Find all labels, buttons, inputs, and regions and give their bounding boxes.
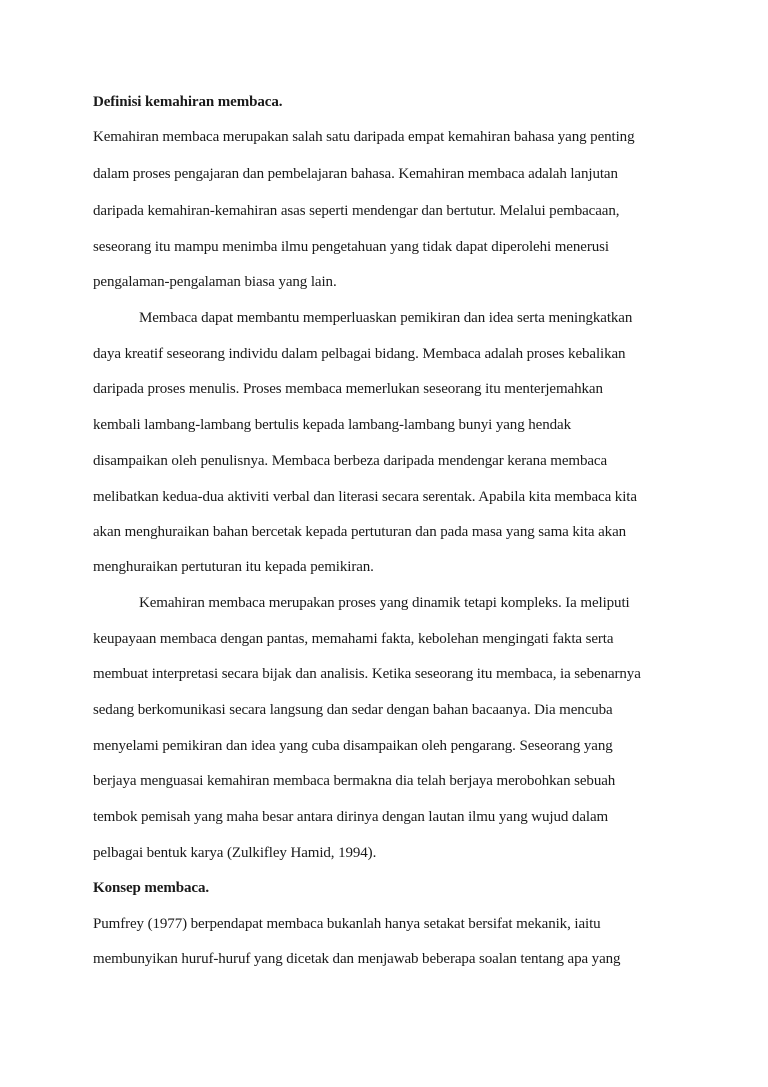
text-line: dalam proses pengajaran dan pembelajaran bahasa. Kemahiran membaca adalah lanjutan <box>93 166 618 182</box>
text-line: daripada kemahiran-kemahiran asas seperti mendengar dan bertutur. Melalui pembacaan, <box>93 203 620 219</box>
text-line: membuat interpretasi secara bijak dan analisis. Ketika seseorang itu membaca, ia sebenarnya <box>93 666 641 682</box>
text-line: pengalaman-pengalaman biasa yang lain. <box>93 274 337 290</box>
text-line: disampaikan oleh penulisnya. Membaca berbeza daripada mendengar kerana membaca <box>93 453 608 469</box>
text-line: daya kreatif seseorang individu dalam pelbagai bidang. Membaca adalah proses kebalikan <box>93 346 626 362</box>
text-line: Kemahiran membaca merupakan proses yang dinamik tetapi kompleks. Ia meliputi <box>139 595 630 611</box>
text-line: kembali lambang-lambang bertulis kepada lambang-lambang bunyi yang hendak <box>93 417 571 433</box>
text-line: seseorang itu mampu menimba ilmu pengetahuan yang tidak dapat diperolehi menerusi <box>93 239 609 255</box>
text-line: berjaya menguasai kemahiran membaca bermakna dia telah berjaya merobohkan sebuah <box>93 773 616 789</box>
text-line: menyelami pemikiran dan idea yang cuba disampaikan oleh pengarang. Seseorang yang <box>93 738 613 754</box>
section-heading-konsep: Konsep membaca. <box>93 880 209 896</box>
text-line: Pumfrey (1977) berpendapat membaca bukanlah hanya setakat bersifat mekanik, iaitu <box>93 916 601 932</box>
text-line: Kemahiran membaca merupakan salah satu daripada empat kemahiran bahasa yang penting <box>93 129 635 145</box>
text-line: keupayaan membaca dengan pantas, memahami fakta, kebolehan mengingati fakta serta <box>93 631 614 647</box>
text-line: daripada proses menulis. Proses membaca memerlukan seseorang itu menterjemahkan <box>93 381 603 397</box>
text-line: membunyikan huruf-huruf yang dicetak dan menjawab beberapa soalan tentang apa yang <box>93 951 621 967</box>
text-line: pelbagai bentuk karya (Zulkifley Hamid, 1994). <box>93 845 377 861</box>
text-line: melibatkan kedua-dua aktiviti verbal dan literasi secara serentak. Apabila kita membaca kita <box>93 489 637 505</box>
text-line: menghuraikan pertuturan itu kepada pemikiran. <box>93 559 374 575</box>
section-heading-definisi: Definisi kemahiran membaca. <box>93 94 283 110</box>
text-line: sedang berkomunikasi secara langsung dan sedar dengan bahan bacaanya. Dia mencuba <box>93 702 613 718</box>
text-line: tembok pemisah yang maha besar antara dirinya dengan lautan ilmu yang wujud dalam <box>93 809 609 825</box>
text-line: akan menghuraikan bahan bercetak kepada pertuturan dan pada masa yang sama kita akan <box>93 524 627 540</box>
text-line: Membaca dapat membantu memperluaskan pemikiran dan idea serta meningkatkan <box>139 310 633 326</box>
